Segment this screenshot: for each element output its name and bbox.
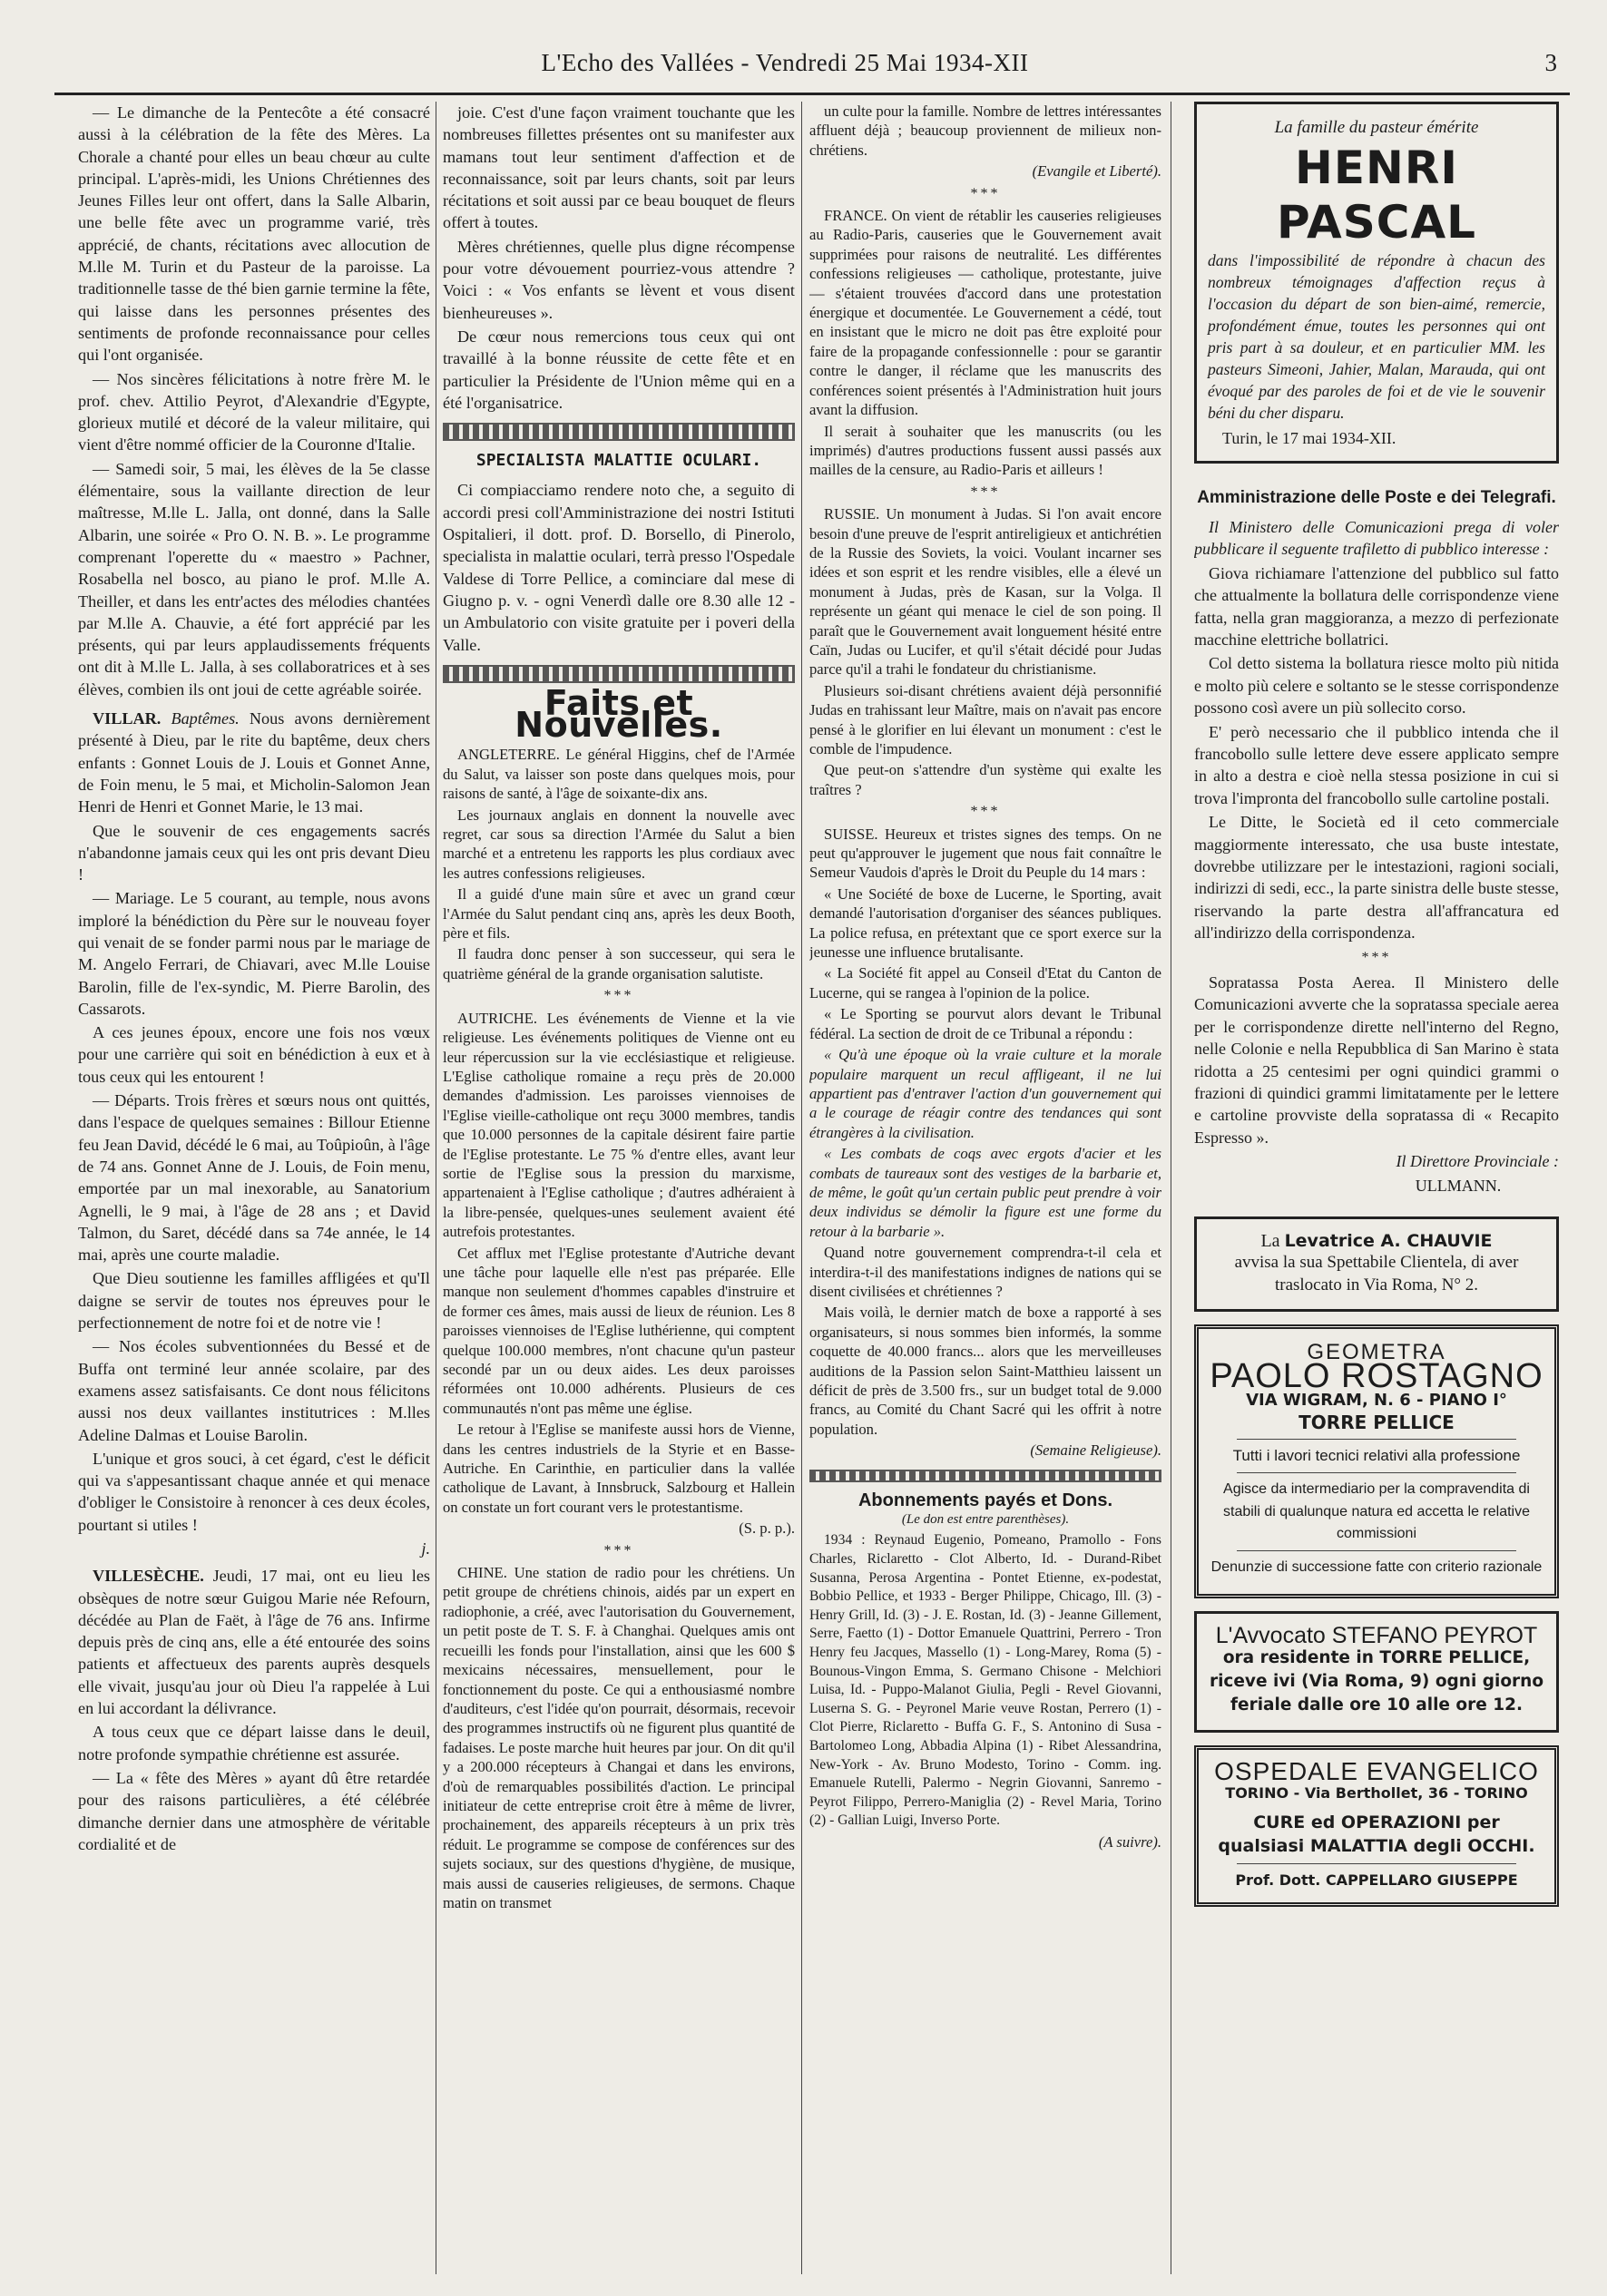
article-paragraph: — Mariage. Le 5 courant, au temple, nous avons imploré la bénédiction du Père sur le nouveau foyer qui venait de se fonder parmi nous par le mariage de M. Angelo Ferrari, de Chiavari, avec M.lle Louise Barolin, fille de l'ex-syndic, M. Pierre Barolin, des Cassarots. [78,889,430,1018]
article-text: Jeudi, 17 mai, ont eu lieu les obsèques de notre sœur Guigou Marie née Refourn, décédée au Plan de Faët, à l'âge de 76 ans. Infirme depuis près de cinq ans, elle a été entourée des soins patients et affectueux des parents auprès desquels elle vivait, jusqu'au jour où Dieu l'a rappelée à Lui en lui accordant la délivrance. [78,1567,430,1718]
article-paragraph: Les journaux anglais en donnent la nouvelle avec regret, car sous sa direction l'Armée du Salut a bien marché et a entretenu les rapports les plus cordiaux avec les autres confessions religieuses. [443,806,795,882]
ad-name: OSPEDALE EVANGELICO [1214,1756,1539,1785]
ad-avvocato-peyrot [1194,1611,1559,1733]
divider [1237,1863,1516,1864]
article-paragraph: Col detto sistema la bollatura riesce molto più nitida e molto più celere e soltanto se le stesse corrispondenze possono così avere un più sollecito corso. [1194,654,1559,718]
signature: j. [421,1539,430,1558]
article-paragraph: Sopratassa Posta Aerea. Il Ministero delle Comunicazioni avverte che la sopratassa speciale aerea per le corrispondenze dirette nell'interno del Regno, nelle Colonie e nella Repubblica di San Marino è stata ridotta a 25 centesimi per ogni quindici grammi o frazioni di quindici grammi limitatamente per le lettere e cartoline provviste della sopratassa di « Recapito Espresso ». [1194,973,1559,1147]
article-paragraph: Ci compiacciamo rendere noto che, a seguito di accordi presi coll'Amministrazione dei nostri Istituti Ospitalieri, il dott. prof. D. Borsello, di Pinerolo, specialista in malattie oculari, terrà presso l'Ospedale Valdese di Torre Pellice, a cominciare dal mese di Giugno p. v. - ogni Venerdì dalle ore 8.30 alle 12 - un Ambulatorio con visite gratuite per i poveri della Valle. [443,481,795,654]
source-signature: (Semaine Religieuse). [1030,1441,1161,1460]
article-paragraph: — Départs. Trois frères et sœurs nous ont quittés, dans l'espace de quelques semaines : Billour Etienne feu Jean David, décédé le 6 mai, au Toûpioûn, à l'âge de 74 ans. Gonnet Anne de J. Louis, de Foin menu, emportée par un mal inexorable, au Sanatorium Agnelli, le 9 mai, à l'âge de 28 ans ; et David Talmon, du Saret, décédé dans sa 74e année, le 14 mai, après une courte maladie. [78,1091,430,1265]
article-paragraph: Il serait à souhaiter que les manuscrits (ou les imprimés) d'autres productions fussent aussi passés aux mailles de la censure, au Radio-Paris et ailleurs ! [809,422,1161,479]
ad-ospedale-evangelico [1194,1745,1559,1907]
article-paragraph: L'unique et gros souci, à cet égard, c'est le déficit qui va s'appesantissant chaque année et qui menace d'obliger le Consistoire à renoncer à ces deux écoles, pourtant si utiles ! [78,1449,430,1534]
article-paragraph: — Le dimanche de la Pentecôte a été consacré aussi à la célébration de la fête des Mères. La Chorale a chanté pour elles un beau chœur au culte principal. L'après-midi, les Unions Chrétiennes des Jeunes Filles leur ont offert, dans la Salle Albarin, une belle fête avec un programme varié, très apprécié, de chants, récitations avec allocution de M.lle M. Turin et du Pasteur de la paroisse. La traditionnelle tasse de thé bien garnie termine la fête, qui laisse dans les personnes présentes des sentiments de profonde reconnaissance pour celles qui l'ont organisée. [78,103,430,365]
column-2 [443,102,795,2279]
ad-name: PAOLO ROSTAGNO [1210,1357,1543,1396]
locality-heading: VILLESÈCHE. [93,1567,204,1586]
article-paragraph: ANGLETERRE. Le général Higgins, chef de l'Armée du Salut, va laisser son poste dans quelques mois, pour raisons de santé, à l'âge de soixante-dix ans. [443,746,795,803]
ad-address: TORINO - Via Berthollet, 36 - TORINO [1225,1784,1528,1803]
article-paragraph: A tous ceux que ce départ laisse dans le deuil, notre profonde sympathie chrétienne est assurée. [78,1723,430,1764]
ad-line: Agisce da intermediario per la compravendita di stabili di qualunque natura ed accetta le relative commissioni [1223,1481,1530,1542]
article-paragraph: Que Dieu soutienne les familles affligées et qu'Il daigne se servir de toutes nos épreuves pour le perfectionnement de notre foi et de notre vie ! [78,1269,430,1333]
article-paragraph [78,708,430,817]
separator-stars: *** [1361,949,1392,965]
section-subtitle: (Le don est entre parenthèses). [901,1512,1070,1528]
article-paragraph: un culte pour la famille. Nombre de lettres intéressantes affluent déjà ; beaucoup proviennent de milieux non-chrétiens. [809,103,1161,159]
ad-name: Levatrice A. CHAUVIE [1284,1231,1493,1252]
column-rule [801,102,802,2274]
section-title: Faits et Nouvelles. [514,682,723,746]
ad-heading [1208,1230,1545,1252]
article-paragraph: Le retour à l'Eglise se manifeste aussi hors de Vienne, dans les centres industriels de la Styrie et en Basse-Autriche. En Carinthie, en particulier dans la vallée catholique de Lavant, à Innsbruck, Salzbourg et Hallein on constate un fort courant vers le protestantisme. [443,1421,795,1516]
divider [1237,1550,1516,1551]
ornamental-divider [443,665,795,683]
article-paragraph: « Qu'à une époque où la vraie culture et la morale populaire marquent un recul affligeant, il ne lui appartient pas d'entraver l'action d'un gouvernement qui a le courage de réagir contre des tendances qui sont étrangères à la civilisation. [809,1046,1161,1141]
masthead-title: L'Echo des Vallées - Vendredi 25 Mai 1934-XII [541,49,1029,76]
ad-body: CURE ed OPERAZIONI per qualsiasi MALATTIA degli OCCHI. [1218,1812,1535,1856]
article-paragraph: Que le souvenir de ces engagements sacrés n'abandonne jamais ceux qui les ont pris devant Dieu ! [78,821,430,884]
notice-name: HENRI PASCAL [1276,142,1476,249]
article-paragraph: « Le Sporting se pourvut alors devant le Tribunal fédéral. La section de droit de ce Tribunal a répondu : [809,1005,1161,1042]
signature-title: Il Direttore Provinciale : [1396,1152,1559,1171]
page-number: 3 [1544,49,1557,76]
article-paragraph: Il a guidé d'une main sûre et avec un grand cœur l'Armée du Salut pendant cinq ans, après les deux Booth, père et fils. [443,885,795,943]
divider [1237,1439,1516,1440]
ad-line: Denunzie di successione fatte con criterio razionale [1210,1559,1543,1576]
subheading: Baptêmes. [171,709,240,728]
masthead [54,36,1570,95]
section-title: Abonnements payés et Dons. [857,1490,1113,1510]
ad-body: avvisa la sua Spettabile Clientela, di aver traslocato in Via Roma, N° 2. [1234,1253,1519,1295]
article-paragraph: « Une Société de boxe de Lucerne, le Sporting, avait demandé l'autorisation d'organiser des séances publiques. La police refusa, en prétextant que ce sport exerce sur la jeunesse une influence brutalisante. [809,884,1161,962]
article-paragraph: Que peut-on s'attendre d'un système qui exalte les traîtres ? [809,761,1161,798]
ornamental-divider [443,423,795,441]
ad-line: Tutti i lavori tecnici relativi alla professione [1232,1447,1521,1465]
article-paragraph [78,1565,430,1719]
notice-henri-pascal [1194,102,1559,464]
article-paragraph: Cet afflux met l'Eglise protestante d'Autriche devant une tâche pour laquelle elle n'est pas préparée. Elle manque non seulement d'hommes capables d'instruire et de former ces âmes, mais aussi de lieux de réunion. Les 8 paroisses viennoises de l'Eglise luthérienne, qui comptent quelque 100.000 membres, n'ont chacune qu'un pasteur secondé par un ou deux aides. Les deux paroisses réformées ont 10.000 adhérents. Plusieurs de ces communautés n'ont pas même une église. [443,1244,795,1417]
ad-city: TORRE PELLICE [1298,1411,1455,1433]
ad-geometra-rostagno [1194,1324,1559,1598]
column-3 [809,102,1161,2279]
article-paragraph: joie. C'est d'une façon vraiment touchante que les nombreuses fillettes présentes ont su manifester aux mamans tout leur sentiment d'affection et de reconnaissance, soit par leurs chants, soit par leurs récitations et soit aussi par ce beau bouquet de fleurs offert à toutes. [443,103,795,232]
article-paragraph: SUISSE. Heureux et tristes signes des temps. On ne peut qu'approuver le jugement que nous fait connaître le Semeur Vaudois d'après le Droit du Peuple du 14 mars : [809,825,1161,882]
separator-stars: *** [970,185,1001,201]
article-paragraph: Mais voilà, le dernier match de boxe a rapporté à ses organisateurs, si nous sommes bien informés, la somme coquette de 40.000 francs... alors que les merveilleuses auditions de la Passion selon Saint-Matthieu laissent un déficit de près de 3.500 frs., sur un budget total de 9.000 francs, au Comité du Chant Sacré qui les offrit à notre population. [809,1304,1161,1438]
source-signature: (S. p. p.). [739,1519,795,1538]
article-paragraph: AUTRICHE. Les événements de Vienne et la vie religieuse. Les événements politiques de Vienne ont eu leur répercussion sur la vie ecclésiastique et religieuse. L'Eglise catholique romaine a reçu près de 20.000 demandes d'admission. Les paroisses viennoises de l'Eglise vieille-catholique ont reçu 3000 membres, tandis que 10.000 personnes de la capitale désirent faire partie de l'Eglise protestante. Le 75 % d'entre elles, avant leur sortie de l'Eglise sous la pression du marxisme, appartenaient à l'Eglise catholique ; d'autres adhéraient à la libre-pensée, quelques-unes seulement avaient été autrefois protestantes. [443,1009,795,1241]
ad-doctor: Prof. Dott. CAPPELLARO GIUSEPPE [1235,1871,1518,1889]
continued-note: (A suivre). [1098,1832,1161,1851]
separator-stars: *** [603,1542,634,1558]
article-paragraph: — Nos sincères félicitations à notre frère M. le prof. chev. Attilio Peyrot, d'Alexandrie d'Egypte, glorieux mutilé et décoré de la valeur militaire, qui vient d'être nommé officier de la Couronne d'Italie. [78,369,430,454]
article-paragraph: Giova richiamare l'attenzione del pubblico sul fatto che attualmente la bollatura delle corrispondenze viene fatta, nella gran maggioranza, a mezzo di perfezionate macchine elettriche bollatrici. [1194,563,1559,649]
article-paragraph: CHINE. Une station de radio pour les chrétiens. Un petit groupe de chrétiens chinois, aidés par un expert en radiophonie, a créé, avec l'autorisation du Gouvernement, un petit poste de T. S. F. à Changhai. Quelques amis ont recueilli les fonds pour l'installation, ainsi que les 600 $ mexicains nécessaires, mensuellement, pour le fonctionnement du poste. Ce qui a enthousiasmé nombre d'auditeurs, c'est l'idée qu'on pourrait, désormais, recevoir des programmes instructifs où ne figurent plus quantité de fadaises. Le poste marche huit heures par jour. On dit qu'il y a 200.000 récepteurs à Changai et dans les environs, d'où de remarquables possibilités d'action. Le principal initiateur de cette entreprise croit être à même de livrer, prochainement, des appareils récepteurs à un prix très réduit. Le programme se compose de conférences sur des sujets sociaux, sur des questions d'hygiène, de musique, mais aussi de causeries religieuses, de sermons. Chaque matin on transmet [443,1564,795,1911]
separator-stars: *** [970,804,1001,820]
article-paragraph: — Nos écoles subventionnées du Bessé et de Buffa ont terminé leur année scolaire, par des examens assez satisfaisants. Ce dont nous félicitons aussi nos deux vaillantes institutrices : M.lles Adeline Dalmas et Louise Barolin. [78,1337,430,1444]
signature-name: ULLMANN. [1415,1176,1502,1195]
article-paragraph: A ces jeunes époux, encore une fois nos vœux pour une carrière qui soit en bénédiction à eux et à tous ceux qui les entourent ! [78,1023,430,1086]
ad-levatrice-chauvie [1194,1216,1559,1312]
separator-stars: *** [603,988,634,1004]
article-paragraph: FRANCE. On vient de rétablir les causeries religieuses au Radio-Paris, causeries que le Gouvernement avait supprimées pour raisons de neutralité. Les différentes confessions religieuses — catholique, protestante, juive — s'étaient trouvées d'accord dans une protestation énergique et documentée. Le Gouvernement a cédé, tout en insistant que le micro ne doit pas être exploité pour faire de la propagande confessionnelle : pour se garantir contre le danger, il réclame que les manuscrits des conférences soient présentés à l'Administration huit jours avant la diffusion. [809,207,1161,419]
separator-stars: *** [970,484,1001,500]
ad-prefix: La [1260,1231,1280,1252]
article-paragraph: Mères chrétiennes, quelle plus digne récompense pour votre dévouement pourriez-vous attendre ? Voici : « Vos enfants se lèvent et vous disent bienheureuses ». [443,237,795,322]
ornamental-divider [809,1470,1161,1482]
article-paragraph: De cœur nous remercions tous ceux qui ont travaillé à la bonne réussite de cette fête et en particulier la Présidente de l'Union même qui en a été l'organisatrice. [443,327,795,412]
divider [1237,1472,1516,1473]
article-paragraph: « La Société fit appel au Conseil d'Etat du Canton de Lucerne, qui se rangea à l'opinion de la police. [809,964,1161,1001]
locality-heading: VILLAR. [93,709,162,728]
article-paragraph: — Samedi soir, 5 mai, les élèves de la 5e classe élémentaire, sous la vaillante direction de leur maîtresse, M.lle L. Jalla, ont donné, dans la Salle Albarin, une soirée « Pro O. N. B. ». Le programme comprenant l'operette du « maestro » Pachner, Rosabella nel bosco, au piano le prof. M.lle A. Theiller, et dans les entr'actes des mélodies chantées par M.lle A. Chauvie, a été fort apprécié par les présents, qui par leurs applaudissements fréquents ont dit à M.lle L. Jalla, à ses collaboratrices et à ses élèves, combien ils ont joui de cette agréable soirée. [78,459,430,699]
article-paragraph: — La « fête des Mères » ayant dû être retardée pour des raisons particulières, a été célébrée dimanche dernier dans une atmosphère de véritable cordialité et de [78,1768,430,1853]
section-title: SPECIALISTA MALATTIE OCULARI. [475,451,762,471]
article-paragraph: RUSSIE. Un monument à Judas. Si l'on avait encore besoin d'une preuve de l'esprit antireligieux et antichrétien de la Russie des Soviets, la voici. Voulant incarner ses idées et son esprit et les rendre visibles, elle a élevé un monument à Judas, près de Kasan, sur la Volga. Il représente un géant qui menace le ciel de son poing. Il paraît que le Gouvernement avait longuement hésité entre Caïn, Judas ou Lucifer, et qu'il s'était décidé pour Judas parce qu'il a trahi le fondateur du christianisme. [809,505,1161,679]
source-signature: (Evangile et Liberté). [1032,162,1161,181]
column-4 [1194,102,1559,2279]
notice-intro: La famille du pasteur émérite [1274,118,1479,137]
article-text: Nous avons dernièrement présenté à Dieu, par le rite du baptême, deux chers enfants : Gonnet Louis de J. Louis et Gonnet Anne, de Foin menu, le 5 mai, et Micholin-Salomon Jean Henri de Henri et Gonnet Marie, le 13 mai. [78,709,430,816]
notice-body: dans l'impossibilité de répondre à chacun des nombreux témoignages d'affection reçus à l'occasion du départ de son bien-aimé, remercie, profondément émue, toutes les personnes qui ont pris part à sa douleur, et en particulier MM. les pasteurs Simeoni, Jahier, Malan, Marauda, qui ont évoqué par des paroles de foi et de vie le souvenir béni du cher disparu. [1208,251,1545,423]
notice-date: Turin, le 17 mai 1934-XII. [1222,429,1396,448]
article-paragraph: Il Ministero delle Comunicazioni prega di voler pubblicare il seguente trafiletto di pubblico interesse : [1194,517,1559,559]
subscriber-list: 1934 : Reynaud Eugenio, Pomeano, Pramollo - Fons Charles, Riclaretto - Clot Alberto, Id. - Durand-Ribet Susanna, Perosa Argentina - Pontet Etienne, ex-podestat, Bobbio Pellice, et 1933 - Berger Philippe, Chicago, Ill. (3) - Henry Grill, Id. (3) - J. E. Rostan, Id. (3) - Jeanne Gillement, Serre, Faetto (1) - Dottor Emanuele Quattrini, Perrero - Tron Henry feu Jacques, Massello (1) - Long-Marey, Roma (5) - Bounous-Vingon Emma, S. Germano Chisone - Melchiori Luisa, Id. - Puppo-Malanot Giulia, Pegli - Revel Giovanni, Luserna S. G. - Peyronel Marie veuve Rostan, Perrero (1) - Clot Pierre, Riclaretto - Buffa G. F., S. Antonino di Susa - Bartolomeo Long, Abbadia Alpina (1) - Ribet Alessandrina, New-York - Av. Bruno Modesto, Torino - Comm. ing. Emanuele Rutelli, Palermo - Negrin Giovanni, Sanremo - Peyrot Filippo, Perrero-Maniglia (2) - Revel Maria, Torino (2) - Gallian Luigi, Inverso Porte. [809,1532,1161,1829]
ad-role: GEOMETRA [1307,1339,1446,1364]
ad-address: VIA WIGRAM, N. 6 - PIANO I° [1246,1390,1507,1410]
column-1 [78,102,430,2279]
ad-name: L'Avvocato STEFANO PEYROT [1215,1622,1538,1648]
article-paragraph: E' però necessario che il pubblico intenda che il francobollo sulle lettere deve essere applicato sempre in alto a destra e cioè nella stessa posizione in cui si trova l'impronta del francobollo sulle cartoline postali. [1194,722,1559,807]
article-paragraph: Quand notre gouvernement comprendra-t-il cela et interdira-t-il des manifestations indignes de nations qui se disent civilisées et chrétiennes ? [809,1244,1161,1300]
article-paragraph: Le Ditte, le Società ed il ceto commerciale maggiormente interessato, che usa buste intestate, dovrebbe utilizzare per le intestazioni, ragioni sociali, indirizzi di sedi, ecc., la parte sinistra delle buste stesse, riservando la parte destra all'affrancatura ed all'indirizzo della corrispondenza. [1194,813,1559,943]
ad-body: ora residente in TORRE PELLICE, riceve ivi (Via Roma, 9) ogni giorno feriale dalle ore 10 alle ore 12. [1209,1647,1544,1715]
section-title: Amministrazione delle Poste e dei Telegrafi. [1197,487,1556,507]
article-paragraph: Plusieurs soi-disant chrétiens avaient déjà personnifié Judas en trahissant leur Maître, mais on n'avait pas encore pensé à le glorifier en lui élevant un monument : c'est le comble de l'impudence. [809,681,1161,757]
article-paragraph: « Les combats de coqs avec ergots d'acier et les combats de taureaux sont des vestiges de la barbarie et, de même, le goût qu'un certain public peut prendre à voir deux individus se démolir la figure est une forme du retour à la barbarie ». [809,1145,1161,1240]
article-paragraph: Il faudra donc penser à son successeur, qui sera le quatrième général de la grande organisation salutiste. [443,945,795,982]
